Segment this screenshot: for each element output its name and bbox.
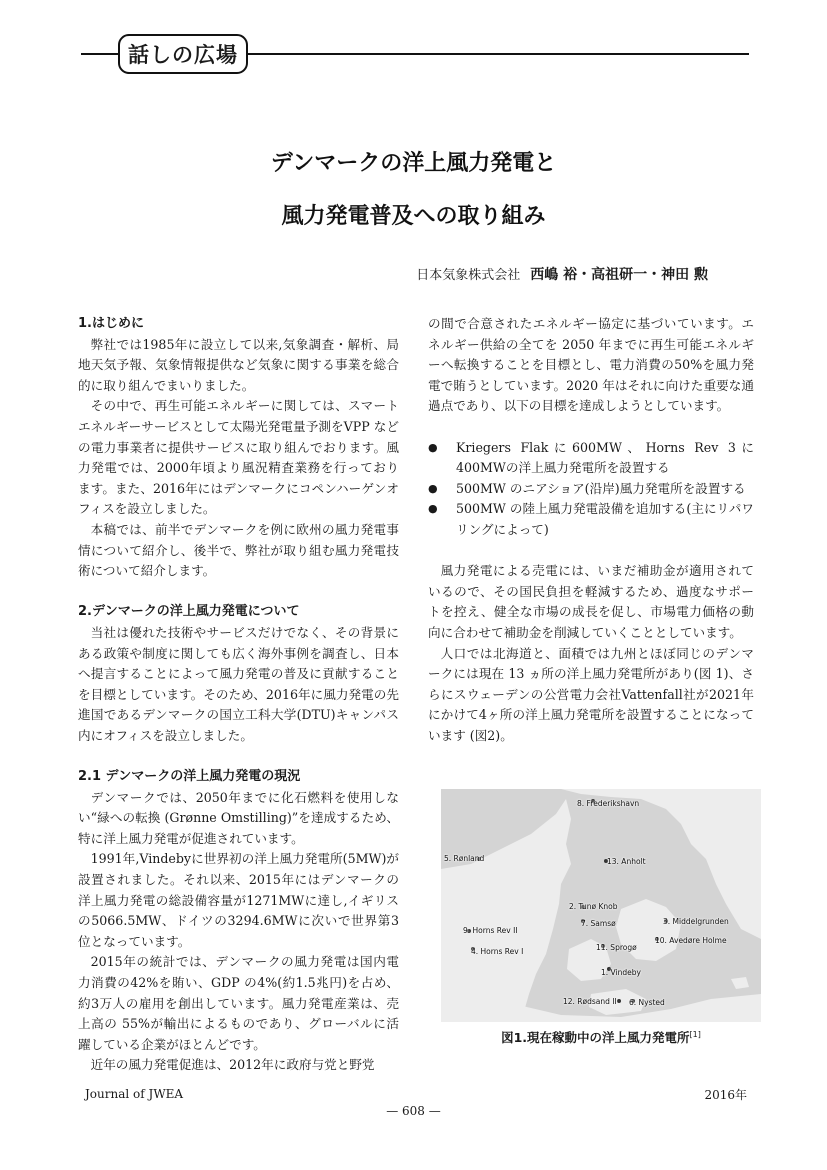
article-title-line2: 風力発電普及への取り組み <box>281 204 546 229</box>
figure-reference: [1] <box>689 1029 701 1039</box>
map-label: 3. Middelgrunden <box>663 917 729 926</box>
map-label: 11. Sprogø <box>596 943 637 952</box>
publication-year: 2016年 <box>704 1088 747 1102</box>
paragraph: 当社は優れた技術やサービスだけでなく、その背景にある政策や制度に関しても広く海外事例を調査し、日本へ提言することによって風力発電の普及に貢献することを目標としています。そのため、2016年に風力発電の先進国であるデンマークの国立工科大学(DTU)キャンパス内にオフィスを設立しました。 <box>78 624 399 743</box>
map-label: 9. Horns Rev II <box>463 926 518 935</box>
paragraph: の間で合意されたエネルギー協定に基づいています。エネルギー供給の全てを 2050 年までに再生可能エネルギーへ転換することを目標とし、電力消費の50%を風力発電で賄うとしています。2020 年はそれに向けた重要な通過点であり、以下の目標を達成しようとしています。 <box>428 316 754 414</box>
section-rule-left <box>81 53 121 55</box>
heading-offshore-wind: 2.デンマークの洋上風力発電について <box>78 604 300 620</box>
map-label: 6. Nysted <box>629 998 665 1007</box>
map-label: 13. Anholt <box>607 857 646 866</box>
map-label: 12. Rødsand II <box>563 997 617 1006</box>
map-label: 4. Horns Rev I <box>471 947 524 956</box>
paragraph: 2015年の統計では、デンマークの風力発電は国内電力消費の42%を賄い、GDP の4%(約1.5兆円)を占め、約3万人の雇用を創出しています。風力発電産業は、売上高の 55%が輸出によるものであり、グローバルに活躍している企業がほとんどです。 <box>78 954 399 1052</box>
page-number: — 608 — <box>386 1104 441 1118</box>
list-item: ● 500MW のニアショア(沿岸)風力発電所を設置する <box>428 479 754 500</box>
map-label: 8. Frederikshavn <box>577 799 640 808</box>
target-list <box>428 438 754 541</box>
author-names: 西嶋 裕・高祖研一・神田 勲 <box>530 267 708 283</box>
affiliation: 日本気象株式会社 <box>416 268 521 283</box>
article-title-line1: デンマークの洋上風力発電と <box>270 151 557 176</box>
journal-name: Journal of JWEA <box>85 1087 184 1101</box>
map-label: 5. Rønland <box>444 854 485 863</box>
paragraph: 近年の風力発電促進は、2012年に政府与党と野党 <box>90 1057 375 1073</box>
paragraph: 1991年,Vindebyに世界初の洋上風力発電所(5MW)が設置されました。それ以来、2015年にはデンマークの洋上風力発電の総設備容量が1271MWに達し,イギリスの5066.5MW、ドイツの3294.6MWに次いで世界第3位となっています。 <box>78 851 399 949</box>
figure-caption <box>441 1028 761 1046</box>
heading-introduction: 1.はじめに <box>78 316 144 331</box>
paragraph: 風力発電による売電には、いまだ補助金が適用されているので、その国民負担を軽減するため、過度なサポートを控え、健全な市場の成長を促し、市場電力価格の動向に合わせて補助金を削減していくこととしています。 <box>428 563 754 640</box>
offshore-wind-map <box>441 789 761 1022</box>
paragraph: 本稿では、前半でデンマークを例に欧州の風力発電事情について紹介し、後半で、弊社が取り組む風力発電技術について紹介します。 <box>78 521 399 579</box>
section-tag: 話しの広場 <box>118 34 248 74</box>
paragraph: デンマークでは、2050年までに化石燃料を使用しない“緑への転換 (Grønne Omstilling)”を達成するため、特に洋上風力発電が促進されています。 <box>78 789 399 846</box>
map-label: 1. Vindeby <box>601 968 641 977</box>
left-column <box>78 314 399 1076</box>
right-column <box>428 314 754 746</box>
paragraph: 弊社では1985年に設立して以来,気象調査・解析、局地天気予報、気象情報提供など気象に関する事業を総合的に取り組んでまいりました。 <box>78 336 399 393</box>
heading-current-status: 2.1 デンマークの洋上風力発電の現況 <box>78 769 301 785</box>
map-label: 2. Tunø Knob <box>569 902 618 911</box>
section-rule-right <box>246 53 749 55</box>
list-item: ● Kriegers Flakに600MW、Horns Rev 3に400MWの洋上風力発電所を設置する <box>428 438 754 479</box>
map-label: 10. Avedøre Holme <box>655 936 727 945</box>
paragraph: その中で、再生可能エネルギーに関しては、スマートエネルギーサービスとして太陽光発電量予測をVPP などの電力事業者に提供サービスに取り組んでおります。風力発電では、2000年頃より風況精査業務を行っております。また、2016年にはデンマークにコペンハーゲンオフィスを設立しました。 <box>78 398 399 517</box>
map-label: 7. Samsø <box>581 919 616 928</box>
list-item: ● 500MW の陸上風力発電設備を追加する(主にリパワリングによって) <box>428 499 754 540</box>
paragraph: 人口では北海道と、面積では九州とほぼ同じのデンマークには現在 13 ヵ所の洋上風力発電所があり(図 1)、さらにスウェーデンの公営電力会社Vattenfall社が2021年にかけて4ヶ所の洋上風力発電所を設置することになっています (図2)。 <box>428 645 754 743</box>
figure-caption-text: 図1.現在稼動中の洋上風力発電所 <box>501 1030 690 1045</box>
author-line <box>416 264 708 284</box>
